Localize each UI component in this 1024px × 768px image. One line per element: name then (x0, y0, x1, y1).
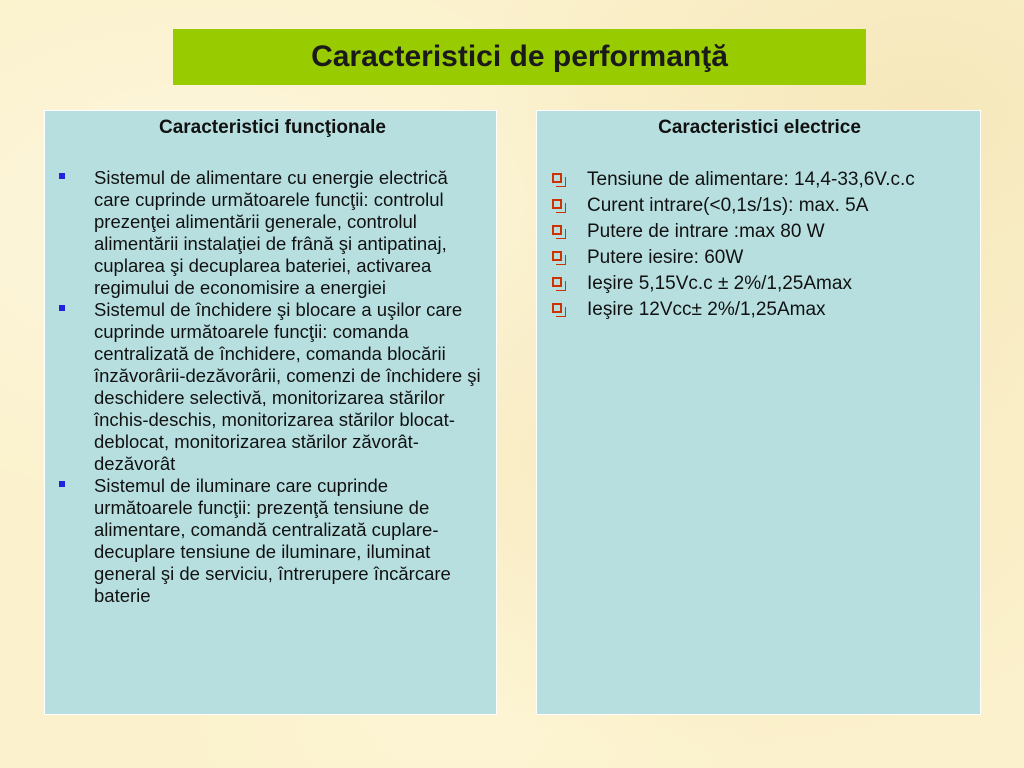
list-item (549, 221, 970, 243)
list-item (549, 273, 970, 295)
list-item-text: Putere de intrare :max 80 W (587, 221, 825, 242)
list-item (59, 475, 486, 607)
square-bullet-icon (59, 173, 65, 179)
checkbox-bullet-icon (552, 251, 562, 261)
list-item (549, 169, 970, 191)
slide-title: Caracteristici de performanţă (311, 40, 728, 73)
list-item-text: Sistemul de iluminare care cuprinde următoarele funcţii: prezenţă tensiune de alimentare, comandă centralizată cuplare-decuplare tensiune de iluminare, iluminat general şi de serviciu, întrerupere încărcare baterie (94, 475, 451, 606)
list-item-text: Ieşire 12Vcc± 2%/1,25Amax (587, 299, 826, 320)
checkbox-bullet-icon (552, 225, 562, 235)
square-bullet-icon (59, 305, 65, 311)
checkbox-bullet-icon (552, 303, 562, 313)
list-item (549, 299, 970, 321)
electrical-heading: Caracteristici electrice (658, 117, 861, 138)
functional-panel (44, 110, 497, 715)
list-item-text: Sistemul de închidere şi blocare a uşilor care cuprinde următoarele funcţii: comanda centralizată de închidere, comanda blocării înzăvorârii-dezăvorârii, comenzi de închidere şi deschidere selectivă, monitorizarea stărilor închis-deschis, monitorizarea stărilor blocat-deblocat, monitorizarea stărilor zăvorât-dezăvorât (94, 299, 481, 474)
list-item-text: Tensiune de alimentare: 14,4-33,6V.c.c (587, 169, 915, 190)
list-item (549, 247, 970, 269)
electrical-list (549, 169, 970, 321)
list-item-text: Sistemul de alimentare cu energie electrică care cuprinde următoarele funcţii: controlul prezenţei alimentării generale, controlul alimentării instalaţiei de frână şi antipatinaj, cuplarea şi decuplarea bateriei, activarea regimului de economisire a energiei (94, 167, 448, 298)
title-banner (173, 29, 866, 85)
electrical-panel (536, 110, 981, 715)
functional-heading: Caracteristici funcţionale (158, 117, 387, 138)
list-item (549, 195, 970, 217)
checkbox-bullet-icon (552, 173, 562, 183)
list-item-text: Ieşire 5,15Vc.c ± 2%/1,25Amax (587, 273, 852, 294)
list-item-text: Curent intrare(<0,1s/1s): max. 5A (587, 195, 869, 216)
checkbox-bullet-icon (552, 277, 562, 287)
list-item (59, 167, 486, 299)
checkbox-bullet-icon (552, 199, 562, 209)
list-item (59, 299, 486, 475)
list-item-text: Putere iesire: 60W (587, 247, 744, 268)
square-bullet-icon (59, 481, 65, 487)
functional-list (59, 167, 486, 607)
